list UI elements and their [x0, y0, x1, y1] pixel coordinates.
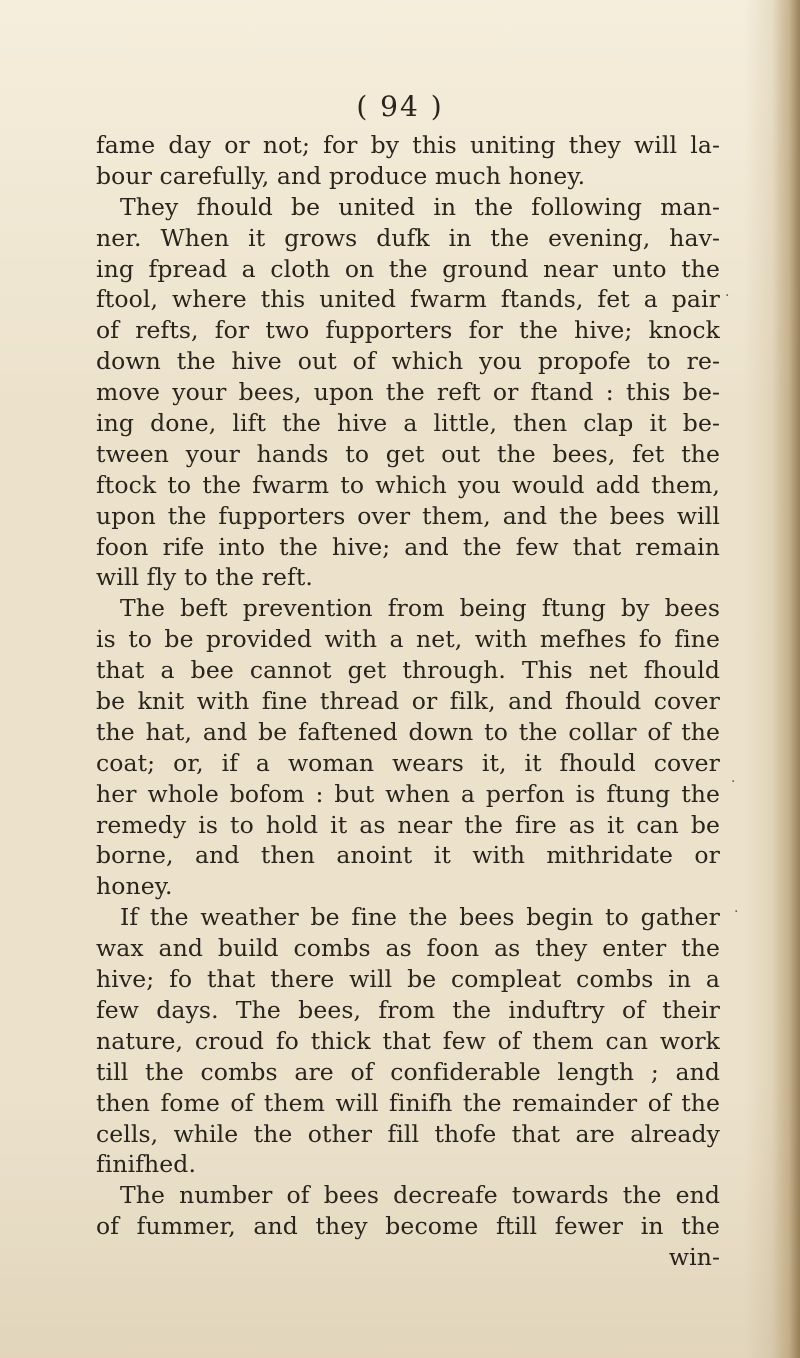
page-edge-shadow: [772, 0, 800, 1358]
text-line: coat; or, if a woman wears it, it fhould cover: [96, 748, 720, 777]
margin-speck: ·: [731, 774, 736, 790]
text-line: hive; fo that there will be compleat combs in a: [96, 965, 720, 994]
text-line: be knit with fine thread or filk, and fhould cover: [96, 687, 720, 716]
text-line: ftock to the fwarm to which you would add them,: [96, 470, 720, 499]
text-line: ing fpread a cloth on the ground near unto the: [96, 254, 720, 283]
margin-speck: ·: [725, 288, 730, 304]
text-line: The beft prevention from being ftung by bees: [120, 594, 720, 623]
text-line: down the hive out of which you propofe to re-: [96, 347, 720, 376]
text-line: upon the fupporters over them, and the bees will: [96, 501, 720, 530]
text-line: ner. When it grows dufk in the evening, hav-: [96, 223, 720, 252]
text-line: The number of bees decreafe towards the end: [120, 1181, 720, 1210]
text-line: will fly to the reft.: [96, 563, 313, 592]
text-line: honey.: [96, 872, 173, 901]
text-line: bour carefully, and produce much honey.: [96, 161, 586, 190]
text-line: borne, and then anoint it with mithridate or: [96, 841, 720, 870]
text-line: her whole bofom : but when a perfon is ftung the: [96, 779, 720, 808]
page-number-header: ( 94 ): [356, 90, 444, 123]
text-line: foon rife into the hive; and the few that remain: [96, 532, 720, 561]
text-line: They fhould be united in the following man-: [120, 192, 720, 221]
text-line: nature, croud fo thick that few of them can work: [96, 1026, 720, 1055]
text-line: wax and build combs as foon as they enter the: [96, 934, 720, 963]
text-line: the hat, and be faftened down to the collar of the: [96, 717, 720, 746]
text-line: few days. The bees, from the induftry of their: [96, 995, 720, 1024]
text-line: If the weather be fine the bees begin to gather: [120, 903, 720, 932]
body-text: [96, 130, 720, 1273]
text-line: that a bee cannot get through. This net fhould: [96, 656, 720, 685]
text-line: tween your hands to get out the bees, fet the: [96, 439, 720, 468]
text-line: fame day or not; for by this uniting they will la-: [96, 131, 720, 159]
text-line: then fome of them will finifh the remainder of the: [96, 1088, 720, 1117]
text-line: cells, while the other fill thofe that are already: [96, 1119, 720, 1148]
text-line: ftool, where this united fwarm ftands, fet a pair: [96, 285, 720, 314]
text-line: finifhed.: [96, 1150, 197, 1179]
text-line: of fummer, and they become ftill fewer in the: [96, 1212, 720, 1241]
text-line: ing done, lift the hive a little, then clap it be-: [96, 409, 720, 438]
text-line: till the combs are of confiderable length ; and: [96, 1057, 720, 1086]
text-line: remedy is to hold it as near the fire as it can be: [96, 810, 720, 839]
catchword: win-: [668, 1243, 720, 1272]
margin-speck: ·: [734, 904, 739, 920]
text-line: of refts, for two fupporters for the hive; knock: [96, 316, 720, 345]
text-line: move your bees, upon the reft or ftand : this be-: [96, 378, 720, 407]
text-line: is to be provided with a net, with mefhes fo fine: [96, 625, 720, 654]
